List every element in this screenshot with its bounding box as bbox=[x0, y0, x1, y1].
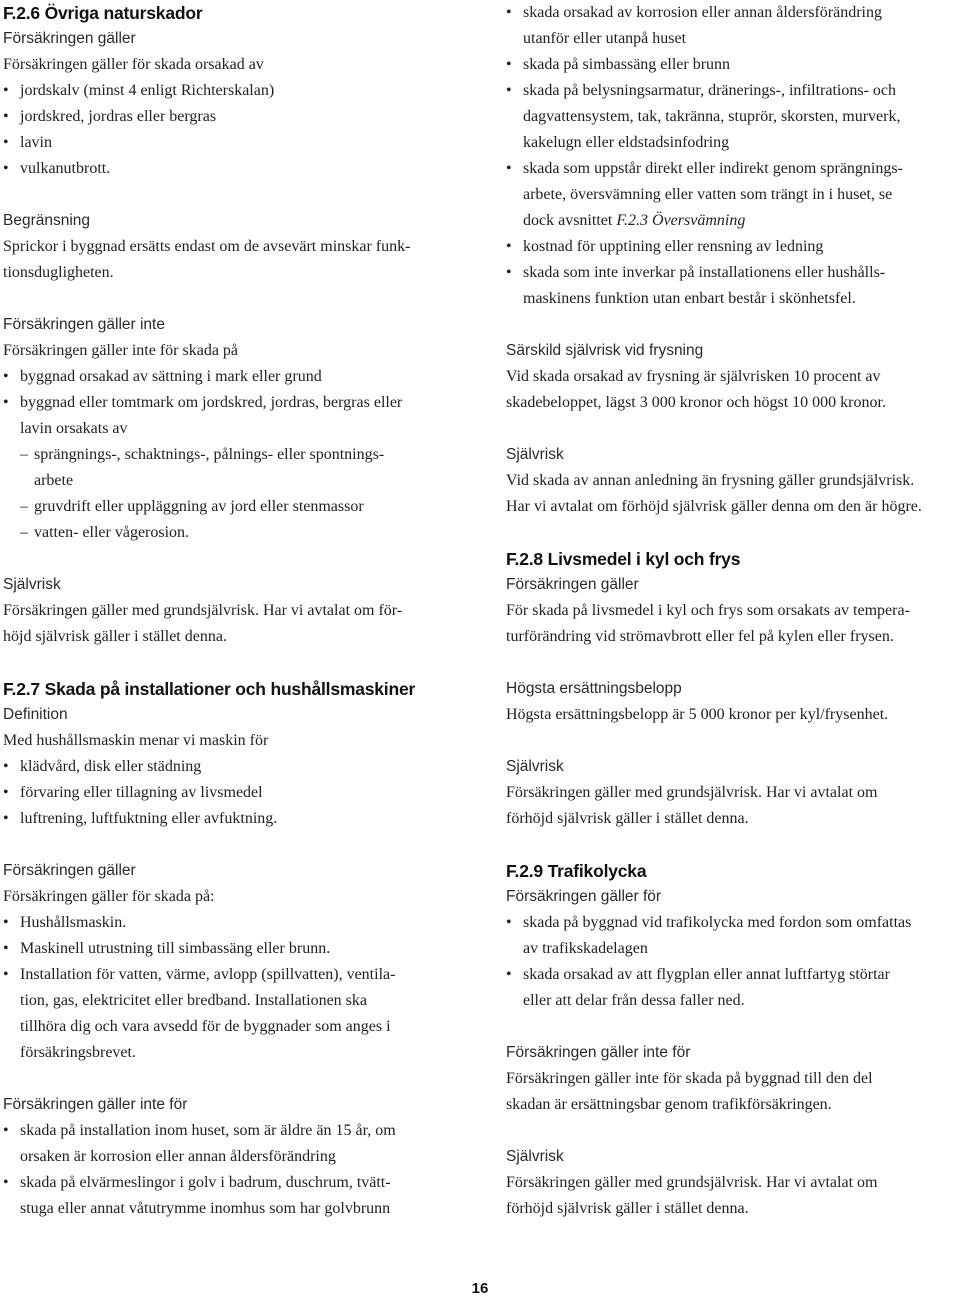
left-column bbox=[3, 0, 471, 1222]
list-item: • skada som uppstår direkt eller indirekt genom sprängnings- bbox=[506, 156, 958, 182]
list-item: • skada orsakad av korrosion eller annan åldersförändring bbox=[506, 0, 958, 26]
subheading-deductible: Självrisk bbox=[506, 446, 564, 463]
list-item: • luftrening, luftfuktning eller avfuktning. bbox=[3, 806, 471, 832]
paragraph: Försäkringen gäller för skada på: bbox=[3, 888, 215, 905]
list-item-continuation: arbete, översvämning eller vatten som trängt in i huset, se bbox=[523, 186, 893, 203]
subheading-covers: Försäkringen gäller för bbox=[506, 888, 662, 905]
paragraph-line: Har vi avtalat om förhöjd självrisk gäller denna om den är högre. bbox=[506, 498, 922, 515]
subheading-deductible: Självrisk bbox=[3, 576, 61, 593]
list-item-continuation: utanför eller utanpå huset bbox=[523, 30, 687, 47]
list-item: • skada på simbassäng eller brunn bbox=[506, 52, 958, 78]
section-title-f27: F.2.7 Skada på installationer och hushållsmaskiner bbox=[3, 679, 416, 699]
paragraph: Med hushållsmaskin menar vi maskin för bbox=[3, 732, 269, 749]
list-item: • byggnad eller tomtmark om jordskred, jordras, bergras eller bbox=[3, 390, 471, 416]
list-item: • skada som inte inverkar på installationens eller hushålls- bbox=[506, 260, 958, 286]
subheading-exclusions: Försäkringen gäller inte för bbox=[3, 1096, 188, 1113]
list-item-continuation: försäkringsbrevet. bbox=[20, 1044, 136, 1061]
list-item: • kostnad för upptining eller rensning av ledning bbox=[506, 234, 958, 260]
list-item-continuation: dagvattensystem, tak, takränna, stuprör, skorsten, murverk, bbox=[523, 108, 901, 125]
paragraph-line: Försäkringen gäller med grundsjälvrisk. Har vi avtalat om bbox=[506, 1174, 878, 1191]
section-title-f29: F.2.9 Trafikolycka bbox=[506, 861, 647, 881]
sub-list-item-continuation: arbete bbox=[34, 472, 74, 489]
subheading-exclusions: Försäkringen gäller inte för bbox=[506, 1044, 691, 1061]
list-item: • Hushållsmaskin. bbox=[3, 910, 471, 936]
list-item: • skada orsakad av att flygplan eller annat luftfartyg störtar bbox=[506, 962, 958, 988]
section-reference-link: F.2.3 Översvämning bbox=[616, 212, 746, 229]
subheading-covers: Försäkringen gäller bbox=[506, 576, 639, 593]
paragraph-line: tionsdugligheten. bbox=[3, 264, 114, 281]
paragraph: Försäkringen gäller för skada orsakad av bbox=[3, 56, 264, 73]
subheading-max-amount: Högsta ersättningsbelopp bbox=[506, 680, 682, 697]
paragraph-line: turförändring vid strömavbrott eller fel på kylen eller frysen. bbox=[506, 628, 894, 645]
subheading-covers: Försäkringen gäller bbox=[3, 862, 136, 879]
list-item-continuation: tillhöra dig och vara avsedd för de byggnader som anges i bbox=[20, 1018, 391, 1035]
sub-list-item: – gruvdrift eller uppläggning av jord eller stenmassor bbox=[3, 494, 471, 520]
list-item: • förvaring eller tillagning av livsmedel bbox=[3, 780, 471, 806]
subheading-limitation: Begränsning bbox=[3, 212, 91, 229]
paragraph: Försäkringen gäller inte för skada på bbox=[3, 342, 239, 359]
list-item-continuation: stuga eller annat våtutrymme inomhus som har golvbrunn bbox=[20, 1200, 391, 1217]
list-item: • Maskinell utrustning till simbassäng eller brunn. bbox=[3, 936, 471, 962]
list-item: • skada på belysningsarmatur, dränerings-, infiltrations- och bbox=[506, 78, 958, 104]
right-column bbox=[506, 0, 958, 1222]
paragraph-line: förhöjd självrisk gäller i stället denna. bbox=[506, 1200, 749, 1217]
subheading-covers: Försäkringen gäller bbox=[3, 30, 136, 47]
list-item: • klädvård, disk eller städning bbox=[3, 754, 471, 780]
list-item-continuation: kakelugn eller eldstadsinfodring bbox=[523, 134, 730, 151]
list-item-continuation: lavin orsakats av bbox=[20, 420, 128, 437]
list-item: • Installation för vatten, värme, avlopp (spillvatten), ventila- bbox=[3, 962, 471, 988]
list-item-continuation bbox=[506, 208, 958, 234]
list-item: • skada på installation inom huset, som är äldre än 15 år, om bbox=[3, 1118, 471, 1144]
list-item: • jordskred, jordras eller bergras bbox=[3, 104, 471, 130]
subheading-deductible: Självrisk bbox=[506, 1148, 564, 1165]
page-number: 16 bbox=[471, 1280, 489, 1297]
section-title-f26: F.2.6 Övriga naturskador bbox=[3, 3, 203, 23]
paragraph-line: Försäkringen gäller inte för skada på byggnad till den del bbox=[506, 1070, 873, 1087]
paragraph-line: förhöjd självrisk gäller i stället denna. bbox=[506, 810, 749, 827]
list-item: • skada på byggnad vid trafikolycka med fordon som omfattas bbox=[506, 910, 958, 936]
paragraph-line: höjd självrisk gäller i stället denna. bbox=[3, 628, 227, 645]
subheading-definition: Definition bbox=[3, 706, 68, 723]
paragraph: Högsta ersättningsbelopp är 5 000 kronor per kyl/frysenhet. bbox=[506, 706, 889, 723]
subheading-exclusions: Försäkringen gäller inte bbox=[3, 316, 165, 333]
sub-list-item: – sprängnings-, schaktnings-, pålnings- eller spontnings- bbox=[3, 442, 471, 468]
list-item-continuation: eller att delar från dessa faller ned. bbox=[523, 992, 745, 1009]
ref-prefix: dock avsnittet bbox=[523, 212, 617, 229]
paragraph-line: skadebeloppet, lägst 3 000 kronor och högst 10 000 kronor. bbox=[506, 394, 886, 411]
paragraph-line: Sprickor i byggnad ersätts endast om de avsevärt minskar funk- bbox=[3, 238, 411, 255]
paragraph-line: Försäkringen gäller med grundsjälvrisk. Har vi avtalat om bbox=[506, 784, 878, 801]
paragraph-line: För skada på livsmedel i kyl och frys som orsakats av tempera- bbox=[506, 602, 910, 619]
list-item: • byggnad orsakad av sättning i mark eller grund bbox=[3, 364, 471, 390]
list-item: • jordskalv (minst 4 enligt Richterskalan) bbox=[3, 78, 471, 104]
list-item-continuation: tion, gas, elektricitet eller bredband. Installationen ska bbox=[20, 992, 367, 1009]
list-item: • vulkanutbrott. bbox=[3, 156, 471, 182]
list-item-continuation: orsaken är korrosion eller annan åldersförändring bbox=[20, 1148, 336, 1165]
sub-list-item: – vatten- eller vågerosion. bbox=[3, 520, 471, 546]
subheading-freeze-deductible: Särskild självrisk vid frysning bbox=[506, 342, 704, 359]
paragraph-line: Försäkringen gäller med grundsjälvrisk. Har vi avtalat om för- bbox=[3, 602, 403, 619]
subheading-deductible: Självrisk bbox=[506, 758, 564, 775]
list-item-continuation: av trafikskadelagen bbox=[523, 940, 648, 957]
section-title-f28: F.2.8 Livsmedel i kyl och frys bbox=[506, 549, 741, 569]
list-item: • lavin bbox=[3, 130, 471, 156]
paragraph-line: Vid skada av annan anledning än frysning gäller grundsjälvrisk. bbox=[506, 472, 915, 489]
list-item-continuation: maskinens funktion utan enbart består i skönhetsfel. bbox=[523, 290, 856, 307]
paragraph-line: skadan är ersättningsbar genom trafikförsäkringen. bbox=[506, 1096, 832, 1113]
list-item: • skada på elvärmeslingor i golv i badrum, duschrum, tvätt- bbox=[3, 1170, 471, 1196]
paragraph-line: Vid skada orsakad av frysning är självrisken 10 procent av bbox=[506, 368, 881, 385]
